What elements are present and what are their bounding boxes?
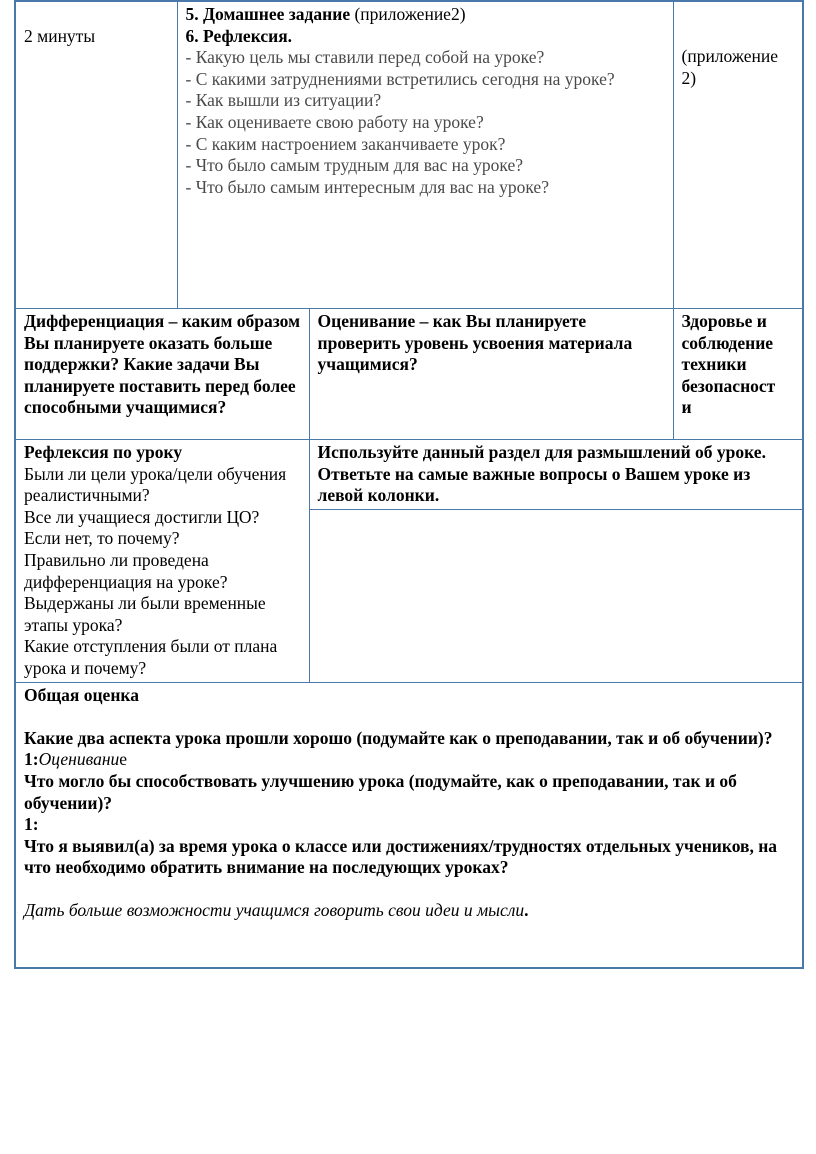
- reflection-question: Правильно ли проведена дифференциация на уроке?: [24, 549, 228, 592]
- question-item: - С каким настроением заканчиваете урок?: [185, 133, 506, 154]
- health-text: и: [681, 397, 692, 418]
- answer-1-tail: е: [119, 749, 128, 770]
- assessment-cell: [309, 309, 673, 440]
- lesson-plan-table: [14, 0, 802, 969]
- differentiation-cell: [15, 309, 309, 440]
- health-text: Здоровье и: [681, 311, 767, 331]
- appendix-cell: [673, 1, 803, 309]
- reflection-question: Если нет, то почему?: [24, 528, 180, 549]
- homework-note: (приложение2): [350, 4, 466, 24]
- question-item: - Как вышли из ситуации?: [185, 90, 382, 111]
- assessment-text: Оценивание – как Вы планируете проверить уровень усвоения материала учащимися?: [317, 311, 633, 375]
- question-item: - С какими затруднениями встретились сегодня на уроке?: [185, 68, 615, 89]
- spacer: [24, 879, 794, 901]
- health-text: техники: [681, 354, 747, 375]
- reflection-question: Выдержаны ли были временные этапы урока?: [24, 593, 266, 635]
- planning-header-row: [15, 309, 803, 440]
- appendix-label: (приложение 2): [681, 46, 778, 88]
- homework-title: 5. Домашнее задание: [185, 4, 351, 24]
- overall-question-3: Что я выявил(а) за время урока о классе или достижениях/трудностях отдельных учеников, на что необходимо обратить внимание на последующих уроках?: [24, 835, 778, 878]
- spacer: [24, 706, 794, 728]
- question-item: - Как оцениваете свою работу на уроке?: [185, 111, 484, 132]
- overall-title: Общая оценка: [24, 684, 139, 705]
- health-text: соблюдение: [681, 332, 774, 353]
- answer-1-italic: Оценивани: [38, 749, 120, 770]
- question-item: - Какую цель мы ставили перед собой на уроке?: [185, 47, 545, 68]
- overall-assessment-row: [15, 682, 803, 968]
- health-cell: [673, 309, 803, 440]
- reflection-title: 6. Рефлексия.: [185, 25, 293, 46]
- time-cell: [15, 1, 177, 309]
- overall-question-2: Что могло бы способствовать улучшению урока (подумайте, как о преподавании, так и об обучении)?: [24, 770, 737, 813]
- reflection-questions-cell: [15, 440, 309, 683]
- overall-assessment-cell: [15, 682, 803, 968]
- reflection-instruction-cell: [309, 440, 803, 510]
- time-label: 2 минуты: [24, 26, 96, 46]
- answer-3-text: Дать больше возможности учащимся говорить свои идеи и мысли: [24, 900, 525, 921]
- answer-1-number: 1:: [24, 749, 39, 770]
- reflection-row-top: [15, 440, 803, 510]
- overall-question-1: Какие два аспекта урока прошли хорошо (подумайте как о преподавании, так и об обучении)?: [24, 727, 773, 748]
- differentiation-text: Дифференциация – каким образом Вы планируете оказать больше поддержки? Какие задачи Вы планируете поставить перед более способными учащимися?: [24, 311, 301, 418]
- table: [14, 0, 804, 969]
- stage-content-cell: [177, 1, 673, 309]
- health-text: безопасност: [681, 375, 776, 396]
- reflection-heading: Рефлексия по уроку: [24, 442, 183, 462]
- reflection-answer-cell[interactable]: [309, 509, 803, 682]
- answer-3-dot: .: [524, 900, 529, 921]
- reflection-question: Какие отступления были от плана урока и почему?: [24, 636, 278, 678]
- question-item: - Что было самым трудным для вас на уроке?: [185, 155, 524, 176]
- answer-2-number: 1:: [24, 814, 39, 835]
- question-item: - Что было самым интересным для вас на уроке?: [185, 176, 549, 197]
- reflection-instruction: Используйте данный раздел для размышлений об уроке. Ответьте на самые важные вопросы о Вашем уроке из левой колонки.: [317, 442, 766, 506]
- reflection-question: Все ли учащиеся достигли ЦО?: [24, 506, 260, 527]
- reflection-question: Были ли цели урока/цели обучения реалистичными?: [24, 463, 287, 506]
- homework-stage-row: [15, 1, 803, 309]
